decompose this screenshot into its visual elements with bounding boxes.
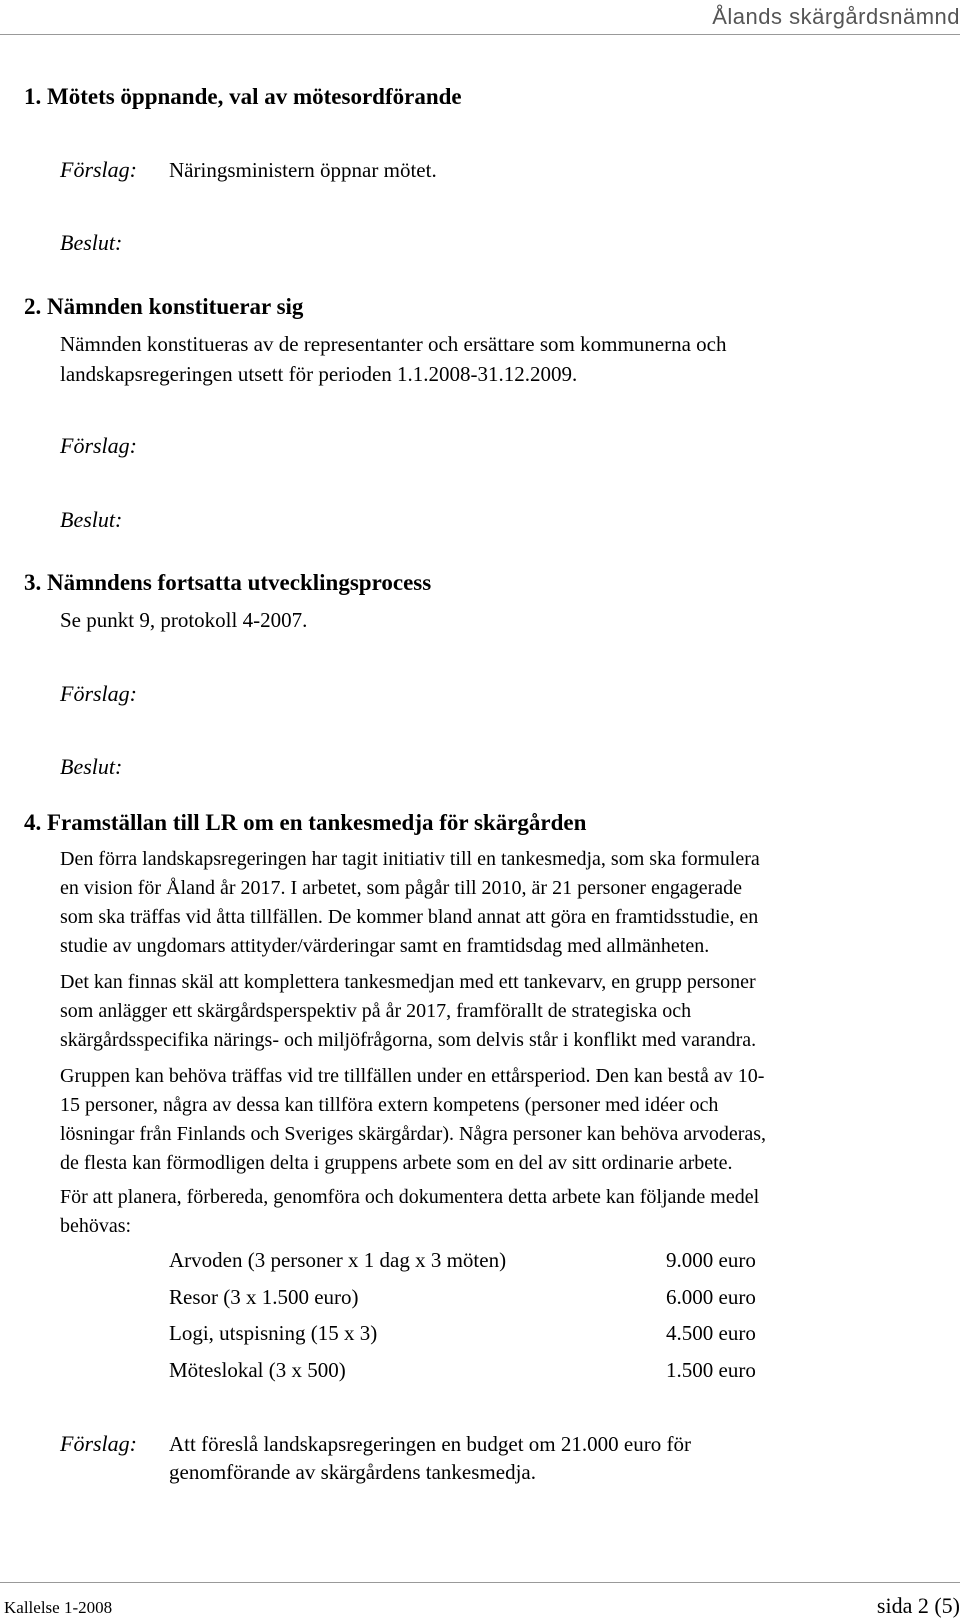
footer-rule bbox=[0, 1582, 960, 1583]
item-1-beslut-label: Beslut: bbox=[60, 230, 123, 255]
cost-amount: 9.000 euro bbox=[666, 1248, 756, 1272]
footer-page-number: sida 2 (5) bbox=[876, 1593, 960, 1618]
item-3-body: Se punkt 9, protokoll 4-2007. bbox=[60, 608, 308, 632]
header-rule bbox=[0, 34, 960, 35]
item-4-paragraph-3 bbox=[60, 1062, 766, 1178]
cost-item: Möteslokal (3 x 500) bbox=[169, 1358, 346, 1382]
item-4-forslag-text-line-2: genomförande av skärgårdens tankesmedja. bbox=[169, 1460, 536, 1484]
item-4-heading: 4. Framställan till LR om en tankesmedja för skärgården bbox=[24, 810, 587, 835]
item-4-paragraph-4 bbox=[60, 1183, 759, 1241]
item-2-body-line-1: Nämnden konstitueras av de representanter och ersättare som kommunerna och bbox=[60, 332, 727, 356]
item-3-heading: 3. Nämndens fortsatta utvecklingsprocess bbox=[24, 570, 432, 595]
paragraph-line: som anlägger ett skärgårdsperspektiv på år 2017, framförallt de strategiska och bbox=[60, 1000, 692, 1022]
item-4-forslag-label: Förslag: bbox=[60, 1431, 137, 1456]
paragraph-line: behövas: bbox=[60, 1215, 132, 1237]
cost-amount: 1.500 euro bbox=[666, 1358, 756, 1382]
paragraph-line: studie av ungdomars attityder/värderingar samt en framtidsdag med allmänheten. bbox=[60, 935, 710, 957]
paragraph-line: Gruppen kan behöva träffas vid tre tillfällen under en ettårsperiod. Den kan bestå av 10- bbox=[60, 1065, 765, 1087]
paragraph-line: För att planera, förbereda, genomföra och dokumentera detta arbete kan följande medel bbox=[60, 1186, 760, 1208]
item-2-beslut-label: Beslut: bbox=[60, 507, 123, 532]
item-4-paragraph-1 bbox=[60, 845, 760, 961]
item-1-forslag-text: Näringsministern öppnar mötet. bbox=[169, 158, 437, 182]
item-4-paragraph-2 bbox=[60, 968, 756, 1055]
item-3-beslut-label: Beslut: bbox=[60, 754, 123, 779]
item-4-forslag-text-line-1: Att föreslå landskapsregeringen en budget om 21.000 euro för bbox=[169, 1432, 691, 1456]
item-3-forslag-label: Förslag: bbox=[60, 681, 137, 706]
paragraph-line: Den förra landskapsregeringen har tagit initiativ till en tankesmedja, som ska formulera bbox=[60, 848, 760, 870]
item-1-heading: 1. Mötets öppnande, val av mötesordförande bbox=[24, 84, 462, 109]
item-1-forslag-label: Förslag: bbox=[60, 157, 137, 182]
cost-amount: 4.500 euro bbox=[666, 1321, 756, 1345]
footer-document-id: Kallelse 1-2008 bbox=[4, 1598, 113, 1617]
paragraph-line: en vision för Åland år 2017. I arbetet, som pågår till 2010, är 21 personer engagerade bbox=[60, 877, 742, 899]
item-2-body-line-2: landskapsregeringen utsett för perioden 1.1.2008-31.12.2009. bbox=[60, 362, 578, 386]
item-2-heading: 2. Nämnden konstituerar sig bbox=[24, 294, 304, 319]
cost-item: Resor (3 x 1.500 euro) bbox=[169, 1285, 359, 1309]
paragraph-line: 15 personer, några av dessa kan tillföra extern kompetens (personer med idéer och bbox=[60, 1094, 719, 1116]
organization-name: Ålands skärgårdsnämnd bbox=[712, 4, 960, 29]
paragraph-line: som ska träffas vid åtta tillfällen. De kommer bland annat att göra en framtidsstudie, en bbox=[60, 906, 759, 928]
cost-amount: 6.000 euro bbox=[666, 1285, 756, 1309]
paragraph-line: skärgårdsspecifika närings- och miljöfrågorna, som delvis står i konflikt med varandra. bbox=[60, 1029, 757, 1051]
paragraph-line: Det kan finnas skäl att komplettera tankesmedjan med ett tankevarv, en grupp personer bbox=[60, 971, 756, 993]
cost-item: Logi, utspisning (15 x 3) bbox=[169, 1321, 378, 1345]
paragraph-line: de flesta kan förmodligen delta i gruppens arbete som en del av sitt ordinarie arbete. bbox=[60, 1152, 733, 1174]
cost-item: Arvoden (3 personer x 1 dag x 3 möten) bbox=[169, 1248, 507, 1272]
paragraph-line: lösningar från Finlands och Sveriges skärgårdar). Några personer kan behöva arvoderas, bbox=[60, 1123, 767, 1145]
item-2-forslag-label: Förslag: bbox=[60, 433, 137, 458]
